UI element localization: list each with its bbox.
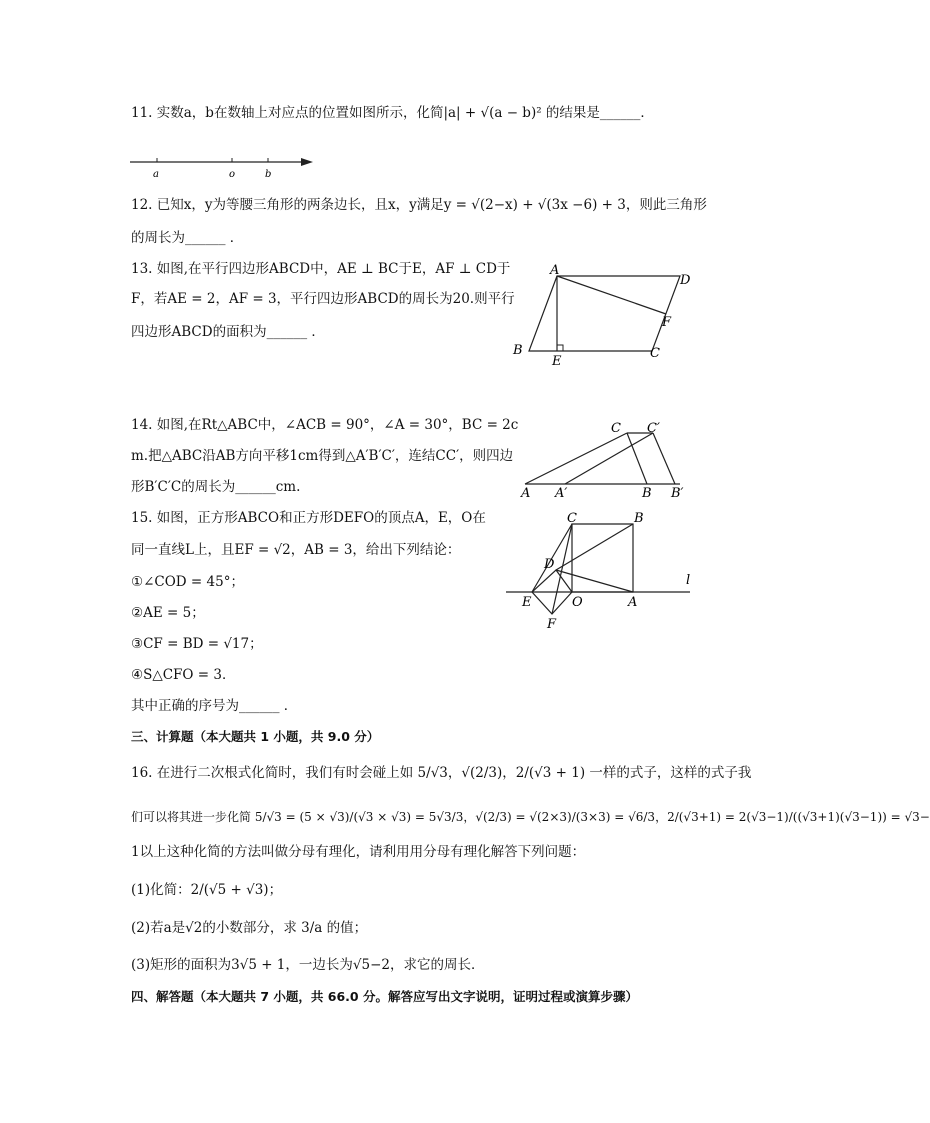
q14-line2: m.把△ABC沿AB方向平移1cm得到△A′B′C′，连结CC′，则四边 (131, 448, 514, 464)
arrow-icon (301, 158, 313, 166)
svg-text:A: A (521, 486, 531, 501)
q16-line3: 1以上这种化简的方法叫做分母有理化，请利用用分母有理化解答下列问题： (131, 844, 586, 860)
q15-ask: 其中正确的序号为______ ． (131, 698, 298, 714)
section-3-heading: 三、计算题（本大题共 1 小题，共 9.0 分） (131, 729, 380, 744)
svg-text:E: E (522, 595, 532, 610)
squares-figure (500, 508, 700, 636)
q15-line2: 同一直线L上，且EF = √2，AB = 3，给出下列结论： (131, 542, 461, 558)
svg-text:D: D (544, 557, 555, 572)
translation-figure (515, 415, 695, 500)
q16-part-3: (3)矩形的面积为3√5 + 1，一边长为√5−2，求它的周长． (131, 957, 485, 973)
q13-line3: 四边形ABCD的面积为______ ． (131, 324, 325, 340)
svg-text:B: B (634, 511, 644, 526)
q16-part-2: (2)若a是√2的小数部分，求 3/a 的值； (131, 920, 368, 936)
svg-text:A′: A′ (555, 486, 568, 501)
svg-text:C: C (611, 421, 621, 436)
label-b: b (265, 169, 272, 180)
svg-text:E: E (552, 354, 562, 369)
q15-conclusion-1: ①∠COD = 45°； (131, 574, 244, 590)
q15-conclusion-2: ②AE = 5； (131, 605, 205, 621)
svg-text:A: A (628, 595, 638, 610)
svg-text:C: C (567, 511, 577, 526)
label-o: o (229, 169, 236, 180)
q11-text: 11. 实数a，b在数轴上对应点的位置如图所示，化简|a| + √(a − b)² 的结果是______． (131, 105, 654, 121)
parallelogram-figure (510, 262, 700, 370)
section-4-heading: 四、解答题（本大题共 7 小题，共 66.0 分。解答应写出文字说明，证明过程或演算步骤） (131, 989, 638, 1004)
q15-conclusion-3: ③CF = BD = √17； (131, 636, 263, 652)
svg-text:O: O (572, 595, 583, 610)
label-a: a (153, 169, 159, 180)
svg-text:F: F (662, 315, 672, 330)
q13-line2: F，若AE = 2，AF = 3，平行四边形ABCD的周长为20.则平行 (131, 291, 515, 307)
q16-part-1: (1)化简：2/(√5 + √3)； (131, 882, 283, 898)
q12-line1: 12. 已知x，y为等腰三角形的两条边长，且x，y满足y = √(2−x) + √(3x −6) + 3，则此三角形 (131, 197, 707, 213)
svg-text:C: C (650, 346, 660, 361)
svg-text:B: B (642, 486, 652, 501)
svg-text:B′: B′ (671, 486, 684, 501)
svg-text:F: F (547, 617, 557, 632)
q15-conclusion-4: ④S△CFO = 3． (131, 667, 236, 683)
svg-text:D: D (680, 273, 691, 288)
q16-line1: 16. 在进行二次根式化简时，我们有时会碰上如 5/√3，√(2/3)，2/(√3 + 1) 一样的式子，这样的式子我 (131, 765, 752, 781)
q12-line2: 的周长为______ ． (131, 230, 244, 246)
number-line-figure (125, 150, 325, 182)
q15-line1: 15. 如图，正方形ABCO和正方形DEFO的顶点A，E，O在 (131, 510, 486, 526)
svg-text:C′: C′ (647, 421, 660, 436)
q14-line1: 14. 如图,在Rt△ABC中，∠ACB = 90°，∠A = 30°，BC = 2c (131, 417, 519, 433)
svg-text:B: B (513, 343, 523, 358)
q16-line2: 们可以将其进一步化简 5/√3 = (5 × √3)/(√3 × √3) = 5√3/3，√(2/3) = √(2×3)/(3×3) = √6/3，2/(√3+1) = 2(√3−1)/((√3+1)(√3−1)) = √3− (131, 810, 930, 824)
svg-text:l: l (686, 573, 691, 588)
svg-text:A: A (550, 263, 560, 278)
q14-line3: 形B′C′C的周长为______cm. (131, 479, 301, 495)
q13-line1: 13. 如图,在平行四边形ABCD中，AE ⊥ BC于E，AF ⊥ CD于 (131, 261, 511, 277)
